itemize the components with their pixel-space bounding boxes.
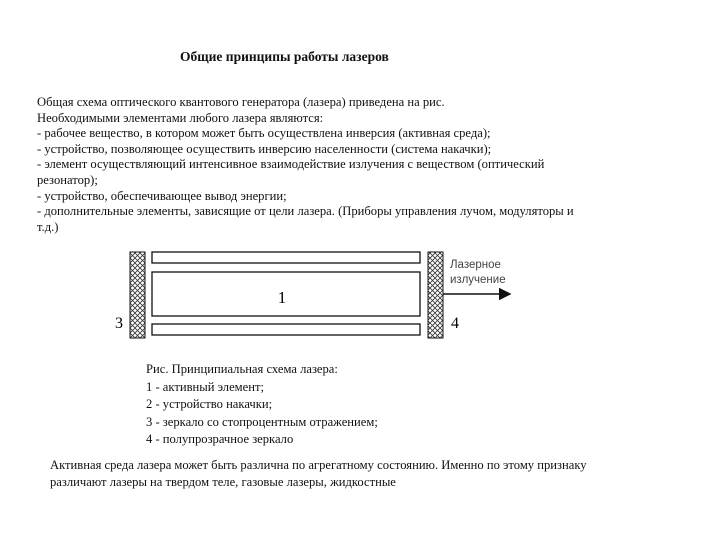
intro-line: - рабочее вещество, в котором может быть осуществлена инверсия (активная среда); xyxy=(37,126,491,141)
intro-line: т.д.) xyxy=(37,219,59,234)
conclusion-text xyxy=(50,457,690,491)
caption-line: 1 - активный элемент; xyxy=(146,379,264,394)
label-active-element: 1 xyxy=(277,288,287,307)
left-mirror xyxy=(130,252,145,338)
intro-line: - элемент осуществляющий интенсивное взаимодействие излучения с веществом (оптический xyxy=(37,157,545,172)
page-title: Общие принципы работы лазеров xyxy=(180,49,389,64)
conclusion-line: различают лазеры на твердом теле, газовые лазеры, жидкостные xyxy=(50,475,396,489)
output-label-line1: Лазерное xyxy=(450,259,501,271)
label-right-mirror: 4 xyxy=(451,315,459,332)
intro-line: резонатор); xyxy=(37,172,98,187)
intro-line: - дополнительные элементы, зависящие от цели лазера. (Приборы управления лучом, модуляторы и xyxy=(37,204,574,219)
output-label-line2: излучение xyxy=(450,274,506,286)
pump-lamp-bottom xyxy=(152,324,420,335)
pump-lamp-top xyxy=(152,252,420,263)
intro-line: Необходимыми элементами любого лазера являются: xyxy=(37,110,324,125)
intro-line: Общая схема оптического квантового генератора (лазера) приведена на рис. xyxy=(37,95,445,109)
intro-line: - устройство, позволяющее осуществить инверсию населенности (система накачки); xyxy=(37,141,492,156)
caption-line: 4 - полупрозрачное зеркало xyxy=(146,432,294,446)
conclusion-line: Активная среда лазера может быть различна по агрегатному состоянию. Именно по этому признаку xyxy=(50,458,587,472)
caption-line: Рис. Принципиальная схема лазера: xyxy=(146,362,338,376)
label-left-mirror: 3 xyxy=(115,315,123,332)
caption-line: 2 - устройство накачки; xyxy=(146,397,273,411)
figure-caption xyxy=(146,361,378,449)
intro-line: - устройство, обеспечивающее вывод энергии; xyxy=(37,188,287,203)
intro-text xyxy=(37,95,652,235)
laser-diagram xyxy=(100,248,540,348)
right-mirror xyxy=(428,252,443,338)
caption-line: 3 - зеркало со стопроцентным отражением; xyxy=(146,414,378,429)
